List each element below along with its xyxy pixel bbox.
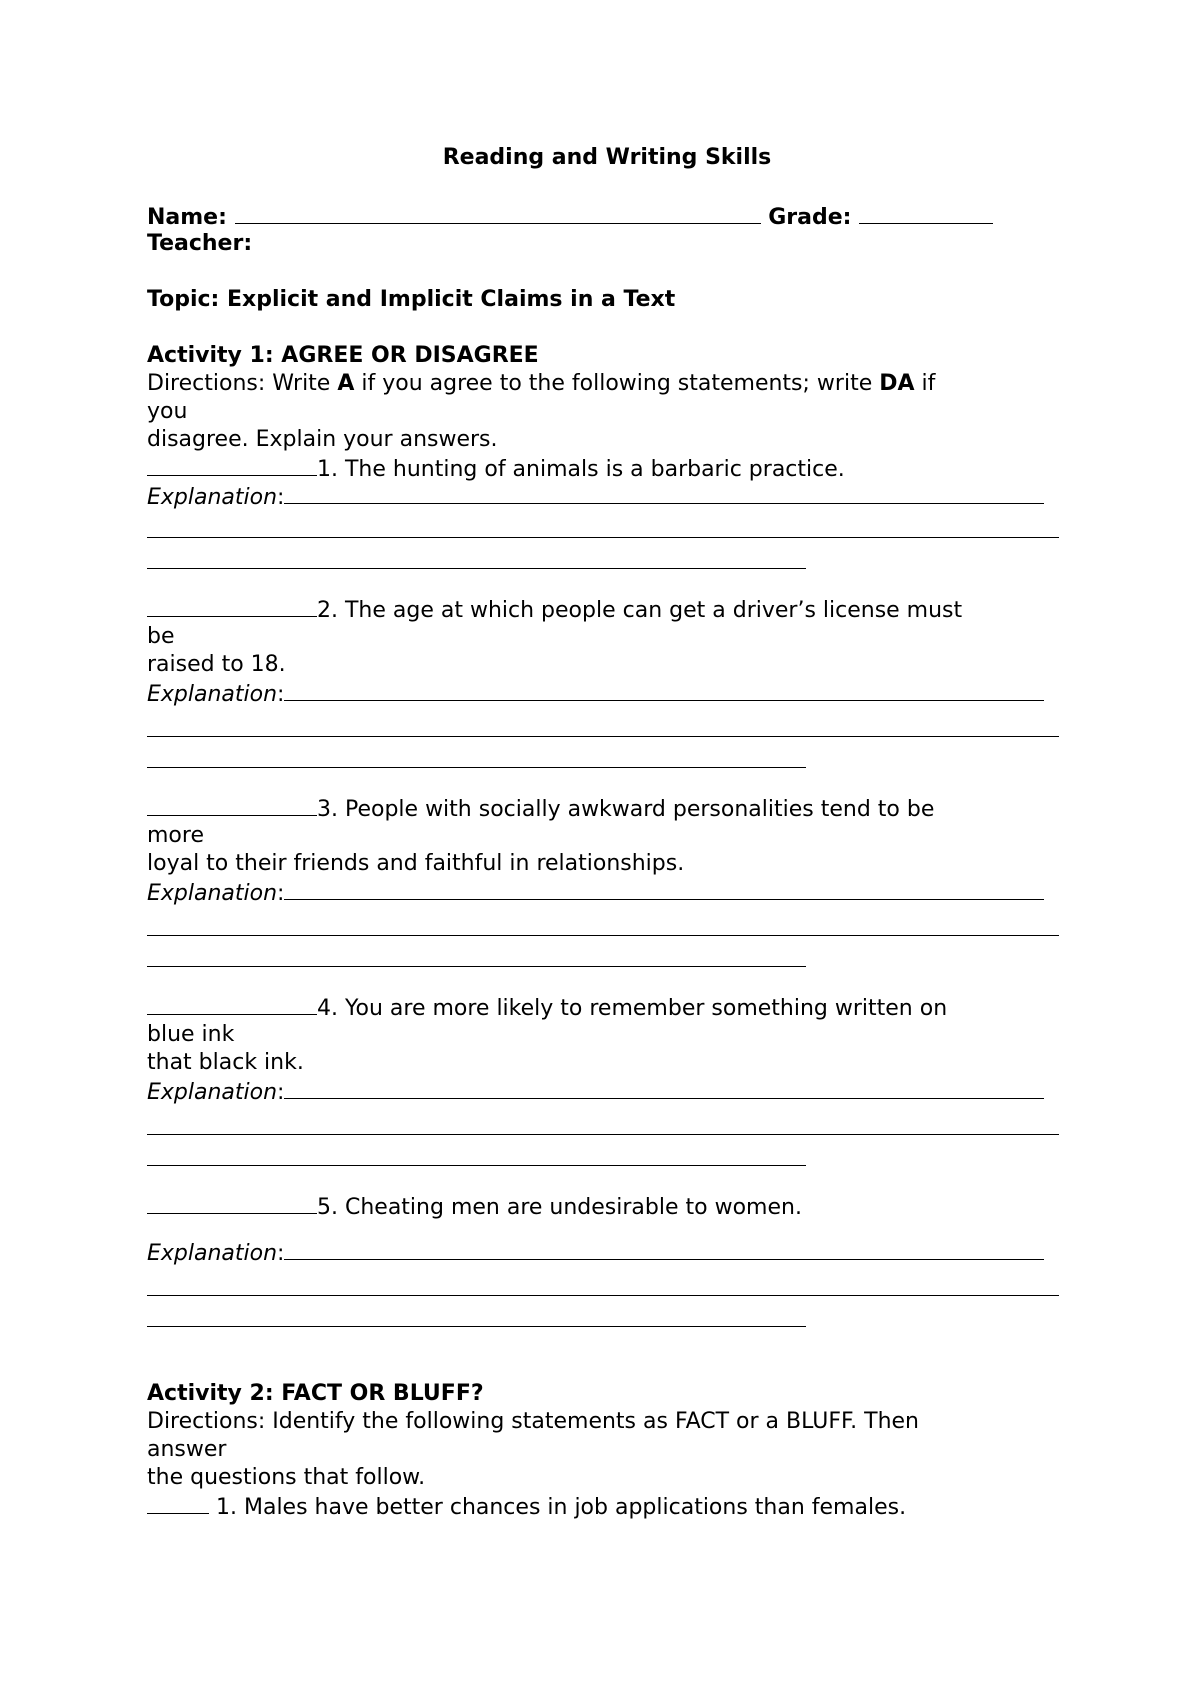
explanation-field-5[interactable] [284, 1238, 1044, 1260]
grade-field[interactable] [859, 202, 993, 224]
explanation-line[interactable] [147, 736, 1059, 737]
statement-text-4: 4. You are more likely to remember something written on [317, 996, 948, 1021]
explanation-colon: : [277, 1241, 285, 1266]
statement-text-2: 2. The age at which people can get a driver’s license must [317, 598, 963, 623]
statement-item-5 [147, 1192, 802, 1220]
explanation-colon: : [277, 881, 285, 906]
activity2-heading: Activity 2: FACT OR BLUFF? [147, 1381, 484, 1406]
answer-blank-2[interactable] [147, 595, 317, 617]
directions-text: if you agree to the following statements; write [354, 371, 880, 396]
explanation-label: Explanation [147, 682, 278, 707]
directions-text: if [914, 371, 936, 396]
activity2-directions-line3: the questions that follow. [147, 1465, 426, 1490]
grade-label: Grade: [768, 205, 852, 230]
explanation-line[interactable] [147, 568, 806, 569]
explanation-colon: : [277, 485, 285, 510]
explanation-line[interactable] [147, 537, 1059, 538]
statement-item-3 [147, 794, 934, 822]
explanation-line[interactable] [147, 1326, 806, 1327]
activity1-directions-line3: disagree. Explain your answers. [147, 427, 498, 452]
statement-item-3-line2: more [147, 823, 204, 848]
activity1-heading: Activity 1: AGREE OR DISAGREE [147, 343, 539, 368]
answer-blank-3[interactable] [147, 794, 317, 816]
statement-item-4 [147, 993, 947, 1021]
answer-blank-5[interactable] [147, 1192, 317, 1214]
answer-blank-1[interactable] [147, 454, 317, 476]
directions-text: Directions: Write [147, 371, 338, 396]
fact-bluff-blank-1[interactable] [147, 1492, 209, 1514]
fact-bluff-item-1 [147, 1492, 906, 1520]
explanation-label: Explanation [147, 881, 278, 906]
statement-item-4-line3: that black ink. [147, 1050, 304, 1075]
explanation-field-2[interactable] [284, 679, 1044, 701]
explanation-row-2 [147, 679, 1044, 707]
name-grade-row [147, 202, 993, 230]
explanation-row-4 [147, 1077, 1044, 1105]
explanation-field-1[interactable] [284, 482, 1044, 504]
activity1-directions-line2: you [147, 399, 188, 424]
explanation-field-3[interactable] [284, 878, 1044, 900]
explanation-row-1 [147, 482, 1044, 510]
fact-bluff-text-1: 1. Males have better chances in job applications than females. [216, 1495, 907, 1520]
activity1-directions [147, 370, 935, 398]
name-field[interactable] [235, 202, 761, 224]
statement-item-4-line2: blue ink [147, 1022, 235, 1047]
statement-text-1: 1. The hunting of animals is a barbaric practice. [317, 457, 845, 482]
statement-item-2-line2: be [147, 624, 175, 649]
directions-agree-code: A [337, 371, 355, 396]
topic-heading: Topic: Explicit and Implicit Claims in a Text [147, 287, 676, 312]
statement-text-3: 3. People with socially awkward personalities tend to be [317, 797, 935, 822]
explanation-line[interactable] [147, 1295, 1059, 1296]
explanation-row-3 [147, 878, 1044, 906]
page-title: Reading and Writing Skills [442, 145, 772, 170]
explanation-field-4[interactable] [284, 1077, 1044, 1099]
explanation-row-5 [147, 1238, 1044, 1266]
statement-text-5: 5. Cheating men are undesirable to women. [317, 1195, 802, 1220]
directions-disagree-code: DA [879, 371, 915, 396]
statement-item-3-line3: loyal to their friends and faithful in relationships. [147, 851, 685, 876]
activity2-directions-line2: answer [147, 1437, 227, 1462]
explanation-line[interactable] [147, 966, 806, 967]
explanation-label: Explanation [147, 485, 278, 510]
explanation-line[interactable] [147, 1134, 1059, 1135]
explanation-colon: : [277, 682, 285, 707]
explanation-label: Explanation [147, 1241, 278, 1266]
explanation-label: Explanation [147, 1080, 278, 1105]
explanation-line[interactable] [147, 935, 1059, 936]
explanation-line[interactable] [147, 767, 806, 768]
explanation-colon: : [277, 1080, 285, 1105]
statement-item-2 [147, 595, 962, 623]
explanation-line[interactable] [147, 1165, 806, 1166]
answer-blank-4[interactable] [147, 993, 317, 1015]
activity2-directions: Directions: Identify the following statements as FACT or a BLUFF. Then [147, 1409, 919, 1434]
teacher-label: Teacher: [147, 231, 253, 256]
statement-item-1 [147, 454, 845, 482]
name-label: Name: [147, 205, 227, 230]
statement-item-2-line3: raised to 18. [147, 652, 286, 677]
